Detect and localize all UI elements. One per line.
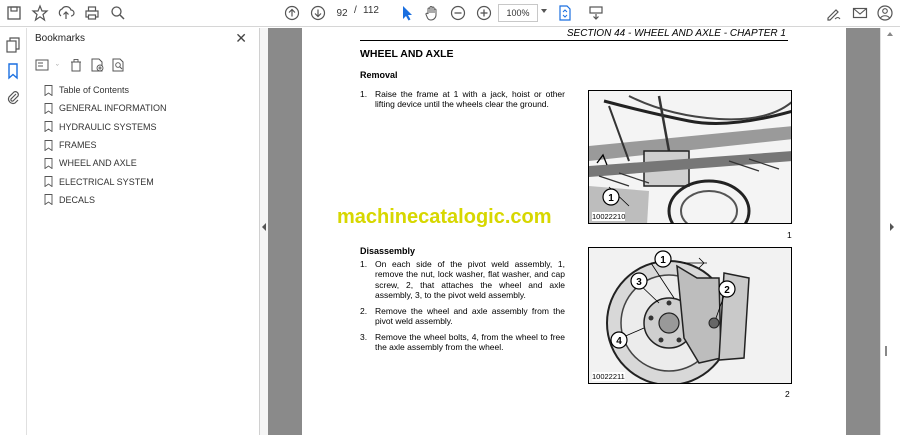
- step-number: 1.: [360, 89, 368, 99]
- bookmark-item[interactable]: [44, 99, 167, 117]
- pages-thumbnail-icon[interactable]: [4, 36, 22, 54]
- left-tool-rail: [0, 28, 27, 435]
- page-title: WHEEL AND AXLE: [360, 48, 454, 60]
- bookmark-label: HYDRAULIC SYSTEMS: [59, 121, 157, 132]
- bookmark-item[interactable]: [44, 154, 167, 172]
- sign-icon[interactable]: [824, 3, 844, 23]
- step-text: Raise the frame at 1 with a jack, hoist or other lifting device until the wheels clear the ground.: [375, 89, 565, 110]
- bookmarks-panel: [27, 28, 260, 435]
- bookmark-item[interactable]: [44, 172, 167, 190]
- attachment-icon[interactable]: [4, 88, 22, 106]
- panel-title: Bookmarks: [35, 33, 86, 44]
- email-icon[interactable]: [850, 3, 870, 23]
- zoom-in-icon[interactable]: [474, 3, 494, 23]
- document-page: [302, 28, 846, 435]
- figure-wheel-photo: [588, 247, 792, 384]
- search-icon[interactable]: [108, 3, 128, 23]
- page-up-icon[interactable]: [282, 3, 302, 23]
- hand-tool-icon[interactable]: [422, 3, 442, 23]
- bookmark-label: ELECTRICAL SYSTEM: [59, 176, 154, 187]
- document-viewport[interactable]: [268, 28, 880, 435]
- removal-heading: Removal: [360, 70, 398, 80]
- bookmark-label: DECALS: [59, 194, 96, 205]
- scrollbar-thumb[interactable]: [885, 346, 887, 356]
- bookmark-toolbar: [35, 56, 125, 74]
- bookmark-icon: [44, 194, 53, 205]
- vertical-scrollbar[interactable]: [880, 28, 900, 435]
- bookmark-icon: [44, 103, 53, 114]
- bookmark-list: [44, 81, 167, 209]
- delete-bookmark-icon[interactable]: [69, 58, 83, 72]
- chevron-right-icon[interactable]: [890, 223, 894, 231]
- bookmark-options-icon[interactable]: [35, 58, 49, 72]
- select-cursor-icon[interactable]: [397, 3, 417, 23]
- bookmark-label: Table of Contents: [59, 85, 130, 96]
- disassembly-heading: Disassembly: [360, 246, 416, 256]
- toolbar: [0, 0, 900, 27]
- bookmark-icon: [44, 85, 53, 96]
- wheel-illustration: [589, 248, 792, 384]
- step-text: Remove the wheel and axle assembly from the pivot weld assembly.: [375, 306, 565, 327]
- bookmarks-panel-icon[interactable]: [4, 62, 22, 80]
- zoom-out-icon[interactable]: [448, 3, 468, 23]
- panel-collapse-handle[interactable]: [260, 28, 268, 435]
- step-number: 2.: [360, 306, 368, 316]
- print-icon[interactable]: [82, 3, 102, 23]
- chevron-left-icon[interactable]: [262, 223, 266, 231]
- chevron-down-icon[interactable]: [56, 58, 62, 72]
- watermark: machinecatalogic.com: [337, 206, 552, 228]
- zoom-dropdown-icon[interactable]: [541, 9, 547, 13]
- step-text: Remove the wheel bolts, 4, from the wheel to free the axle assembly from the wheel.: [375, 332, 565, 353]
- bookmark-icon: [44, 158, 53, 169]
- save-icon[interactable]: [4, 3, 24, 23]
- bookmark-icon: [44, 121, 53, 132]
- step-number: 3.: [360, 332, 368, 342]
- zoom-level-select[interactable]: 100%: [498, 4, 538, 22]
- bookmark-icon: [44, 176, 53, 187]
- callout-label: 4: [616, 336, 622, 347]
- step-text: On each side of the pivot weld assembly, 1, remove the nut, lock washer, flat washer, and cap screw, 2, that attaches the wheel and axle assembly, 3, to the pivot weld assembly.: [375, 259, 565, 301]
- figure-code: 10022211: [592, 372, 625, 381]
- frame-illustration: [589, 91, 792, 224]
- bookmark-item[interactable]: [44, 136, 167, 154]
- bookmark-label: WHEEL AND AXLE: [59, 158, 137, 169]
- section-header: SECTION 44 - WHEEL AND AXLE - CHAPTER 1: [360, 28, 788, 41]
- bookmark-item[interactable]: [44, 191, 167, 209]
- page-down-icon[interactable]: [308, 3, 328, 23]
- new-bookmark-icon[interactable]: [90, 58, 104, 72]
- fit-page-icon[interactable]: [555, 3, 575, 23]
- upload-icon[interactable]: [56, 3, 76, 23]
- callout-label: 2: [724, 285, 730, 296]
- bookmark-icon: [44, 140, 53, 151]
- callout-label: 3: [636, 277, 642, 288]
- page-number-input[interactable]: 92: [336, 8, 348, 19]
- bookmark-label: GENERAL INFORMATION: [59, 103, 167, 114]
- bookmark-label: FRAMES: [59, 140, 97, 151]
- read-mode-icon[interactable]: [586, 3, 606, 23]
- close-icon[interactable]: ✕: [235, 30, 247, 46]
- step-number: 1.: [360, 259, 368, 269]
- figure-number: 2: [785, 389, 790, 399]
- figure-frame-photo: [588, 90, 792, 224]
- figure-code: 10022210: [592, 212, 626, 221]
- bookmark-item[interactable]: [44, 118, 167, 136]
- scroll-up-icon[interactable]: [887, 32, 893, 36]
- callout-label: 1: [660, 255, 666, 266]
- figure-number: 1: [787, 230, 792, 240]
- star-icon[interactable]: [30, 3, 50, 23]
- account-icon[interactable]: [875, 3, 895, 23]
- bookmark-item[interactable]: [44, 81, 167, 99]
- page-total: 112: [363, 5, 379, 16]
- find-bookmark-icon[interactable]: [111, 58, 125, 72]
- page-separator: /: [354, 5, 357, 16]
- callout-label: 1: [608, 193, 614, 204]
